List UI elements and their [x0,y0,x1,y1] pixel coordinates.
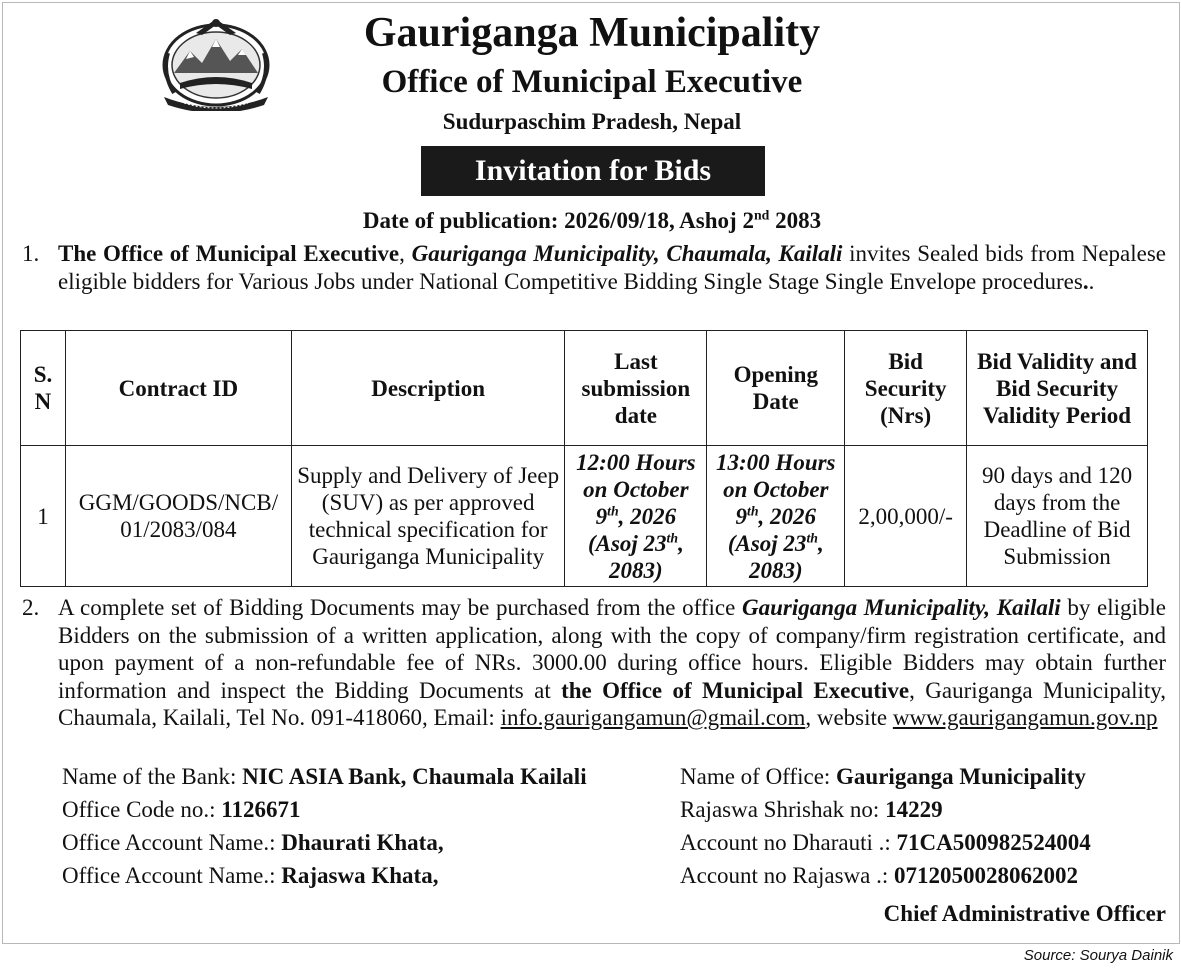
account-name-dhaurati-line: Office Account Name.: Dhaurati Khata, [62,830,444,855]
nepal-emblem-icon [160,13,272,111]
header-opening-date: Opening Date [707,331,845,446]
header-sn: S. N [21,331,66,446]
email-link[interactable]: info.gaurigangamun@gmail.com [500,705,806,730]
cell-validity: 90 days and 120 days from the Deadline of Bid Submission [967,446,1148,587]
office-name: Office of Municipal Executive [381,64,803,100]
municipality-name: Gauriganga Municipality [363,10,821,56]
header-bid-security: Bid Security (Nrs) [845,331,967,446]
paragraph-2: A complete set of Bidding Documents may be purchased from the office Gauriganga Municipality, Kailali by eligible Bidders on the submission of a written application, along with the copy of company/firm registration certificate, and upon payment of a non-refundable fee of NRs. 3000.00 during office hours. Eligible Bidders may obtain further information and inspect the Bidding Documents at the Office of Municipal Executive, Gauriganga Municipality, Chaumala, Kailali, Tel No. 091-418060, Email: info.gaurigangamun@gmail.com, website www.gaurigangamun.gov.np [58,595,1166,730]
region-name: Sudurpaschim Pradesh, Nepal [442,109,742,134]
cell-contract-id: GGM/GOODS/NCB/ 01/2083/084 [65,446,291,587]
signature-title: Chief Administrative Officer [883,901,1166,926]
paragraph-1-number: 1. [22,241,40,266]
cell-last-submission: 12:00 Hours on October 9th, 2026 (Asoj 23th, 2083) [565,446,707,587]
account-rajaswa-line: Account no Rajaswa .: 0712050028062002 [680,863,1078,888]
header-validity: Bid Validity and Bid Security Validity Period [967,331,1148,446]
bid-table [20,330,1148,587]
paragraph-1: The Office of Municipal Executive, Gauriganga Municipality, Chaumala, Kailali invites Sealed bids from Nepalese eligible bidders for Various Jobs under National Competitive Bidding Single Stage Single Envelope procedures.. [58,241,1166,294]
cell-opening-date: 13:00 Hours on October 9th, 2026 (Asoj 23th, 2083) [707,446,845,587]
source-credit: Source: Sourya Dainik [1023,947,1173,964]
table-header-row [21,331,1148,446]
website-link[interactable]: www.gaurigangamun.gov.np [892,705,1158,730]
bank-details-right [680,760,1091,892]
table-row [21,446,1148,587]
office-name-line: Name of Office: Gauriganga Municipality [680,764,1086,789]
cell-sn: 1 [21,446,66,587]
cell-description: Supply and Delivery of Jeep (SUV) as per approved technical specification for Gauriganga Municipality [291,446,565,587]
rajaswa-shrishak-line: Rajaswa Shrishak no: 14229 [680,797,943,822]
notice-title-banner: Invitation for Bids [421,146,765,196]
header-description: Description [291,331,565,446]
bank-name-line: Name of the Bank: NIC ASIA Bank, Chaumala Kailali [62,764,587,789]
bank-details-left [62,760,587,892]
account-name-rajaswa-line: Office Account Name.: Rajaswa Khata, [62,863,439,888]
header-last-submission: Last submission date [565,331,707,446]
header-contract-id: Contract ID [65,331,291,446]
publication-date: Date of publication: 2026/09/18, Ashoj 2nd 2083 [362,207,822,233]
paragraph-2-number: 2. [22,595,40,620]
account-dharauti-line: Account no Dharauti .: 71CA500982524004 [680,830,1091,855]
cell-bid-security: 2,00,000/- [845,446,967,587]
office-code-line: Office Code no.: 1126671 [62,797,301,822]
